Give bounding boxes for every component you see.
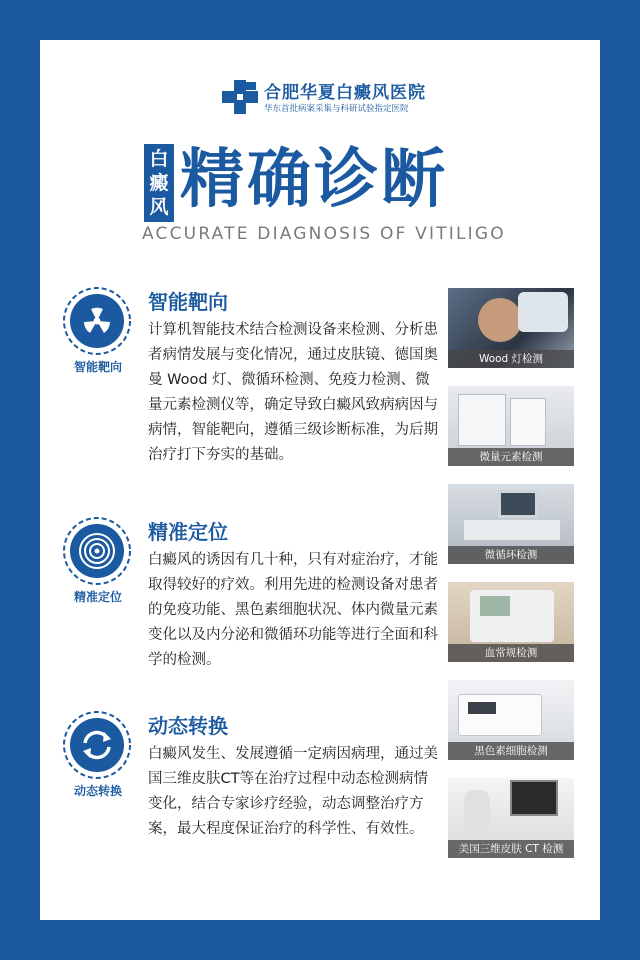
photo-caption: Wood 灯检测 — [448, 350, 574, 368]
badge-char: 风 — [149, 196, 169, 218]
photo-caption: 微量元素检测 — [448, 448, 574, 466]
section-icon-label: 精准定位 — [73, 590, 122, 604]
section-title: 动态转换 — [148, 714, 228, 738]
photo-caption: 黑色素细胞检测 — [448, 742, 574, 760]
photo-melanocyte — [448, 680, 574, 760]
section-body: 白癜风的诱因有几十种，只有对症治疗，才能取得较好的疗效。利用先进的检测设备对患者的免疫功能、黑色素细胞状况、体内微量元素变化以及内分泌和微循环功能等进行全面和科学的检测。 — [148, 552, 438, 668]
refresh-icon — [62, 710, 132, 780]
radiation-icon — [62, 286, 132, 356]
photo-caption: 美国三维皮肤 CT 检测 — [448, 840, 574, 858]
section-title: 智能靶向 — [148, 290, 228, 314]
photo-3d-skin-ct — [448, 778, 574, 858]
section-icon-label: 动态转换 — [73, 784, 122, 798]
hospital-cross-icon — [222, 80, 258, 114]
section-body: 白癜风发生、发展遵循一定病因病理，通过美国三维皮肤CT等在治疗过程中动态检测病情变化，结合专家诊疗经验，动态调整治疗方案，最大程度保证治疗的科学性、有效性。 — [148, 746, 438, 837]
section-title: 精准定位 — [148, 520, 228, 544]
target-icon — [62, 516, 132, 586]
hospital-tagline: 华东首批病案采集与科研试验指定医院 — [264, 104, 409, 114]
badge-char: 白 — [149, 148, 169, 170]
hospital-name: 合肥华夏白癜风医院 — [264, 83, 426, 103]
title-badge — [144, 144, 174, 222]
photo-blood-routine — [448, 582, 574, 662]
photo-caption: 微循环检测 — [448, 546, 574, 564]
poster — [40, 40, 600, 920]
badge-char: 癜 — [149, 172, 169, 194]
photo-trace-element — [448, 386, 574, 466]
page-title: 精确诊断 — [180, 143, 448, 217]
section-icon-label: 智能靶向 — [73, 360, 122, 374]
page-subtitle: ACCURATE DIAGNOSIS OF VITILIGO — [142, 224, 506, 244]
photo-wood-lamp — [448, 288, 574, 368]
photo-caption: 血常规检测 — [448, 644, 574, 662]
section-body: 计算机智能技术结合检测设备来检测、分析患者病情发展与变化情况，通过皮肤镜、德国奥曼 Wood 灯、微循环检测、免疫力检测、微量元素检测仪等，确定导致白癜风致病病因与病情，智能靶向，遵循三级诊断标准，为后期治疗打下夯实的基础。 — [148, 322, 438, 463]
hospital-logo — [222, 76, 482, 116]
photo-microcirculation — [448, 484, 574, 564]
